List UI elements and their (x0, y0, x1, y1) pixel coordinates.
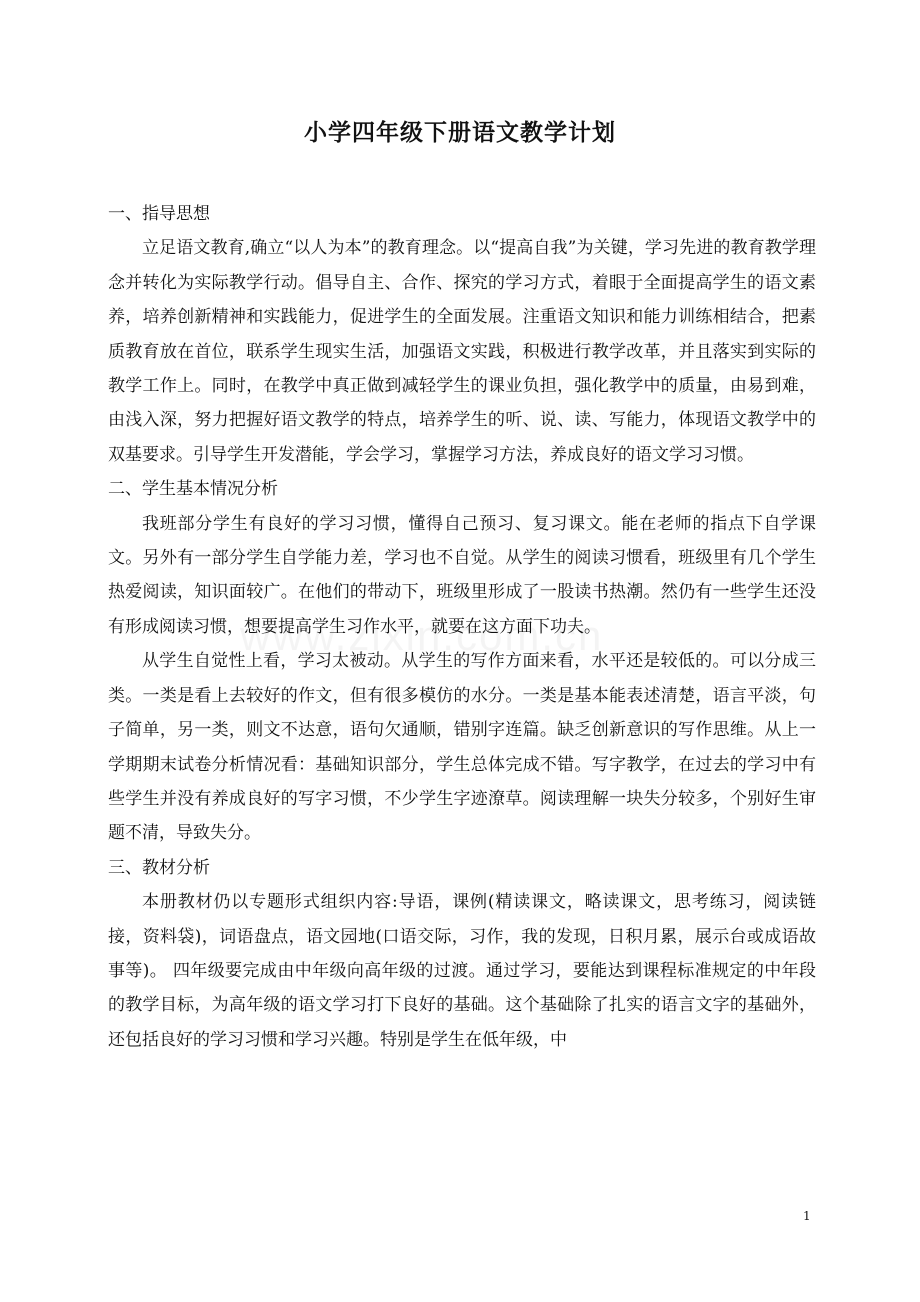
document-title: 小学四年级下册语文教学计划 (304, 119, 616, 146)
section-heading-student-analysis: 二、学生基本情况分析 (108, 479, 278, 500)
section-heading-textbook-analysis: 三、教材分析 (108, 857, 210, 878)
document-body (108, 197, 816, 1057)
section-heading-guiding-thought: 一、指导思想 (108, 204, 210, 224)
page-number: 1 (803, 1209, 811, 1223)
paragraph-student-habits: 我班部分学生有良好的学习习惯，懂得自己预习、复习课文。能在老师的指点下自学课文。另外有一部分学生自学能力差，学习也不自觉。从学生的阅读习惯看，班级里有几个学生热爱阅读，知识面较广。在他们的带动下，班级里形成了一股读书热潮。然仍有一些学生还没有形成阅读习惯，想要提高学生习作水平，就要在这方面下功夫。 (108, 513, 816, 637)
paragraph-textbook-analysis: 本册教材仍以专题形式组织内容:导语，课例(精读课文，略读课文，思考练习，阅读链接，资料袋)，词语盘点，语文园地(口语交际，习作，我的发现，日积月累，展示台或成语故事等)。 四年级要完成由中年级向高年级的过渡。通过学习，要能达到课程标准规定的中年段的教学目标，为高年级的语文学习打下良好的基础。这个基础除了扎实的语言文字的基础外，还包括良好的学习习惯和学习兴趣。特别是学生在低年级，中 (108, 892, 816, 1050)
paragraph-student-writing: 从学生自觉性上看，学习太被动。从学生的写作方面来看，水平还是较低的。可以分成三类。一类是看上去较好的作文，但有很多模仿的水分。一类是基本能表述清楚，语言平淡，句子简单，另一类，则文不达意，语句欠通顺，错别字连篇。缺乏创新意识的写作思维。从上一学期期末试卷分析情况看：基础知识部分，学生总体完成不错。写字教学，在过去的学习中有些学生并没有养成良好的写字习惯，不少学生字迹潦草。阅读理解一块失分较多，个别好生审题不清，导致失分。 (108, 651, 816, 844)
paragraph-guiding-thought: 立足语文教育,确立“以人为本”的教育理念。以“提高自我”为关键，学习先进的教育教学理念并转化为实际教学行动。倡导自主、合作、探究的学习方式，着眼于全面提高学生的语文素养，培养创新精神和实践能力，促进学生的全面发展。注重语文知识和能力训练相结合，把素质教育放在首位，联系学生现实生活，加强语文实践，积极进行教学改革，并且落实到实际的教学工作上。同时，在教学中真正做到减轻学生的课业负担，强化教学中的质量，由易到难，由浅入深，努力把握好语文教学的特点，培养学生的听、说、读、写能力，体现语文教学中的双基要求。引导学生开发潜能，学会学习，掌握学习方法，养成良好的语文学习习惯。 (108, 238, 816, 465)
